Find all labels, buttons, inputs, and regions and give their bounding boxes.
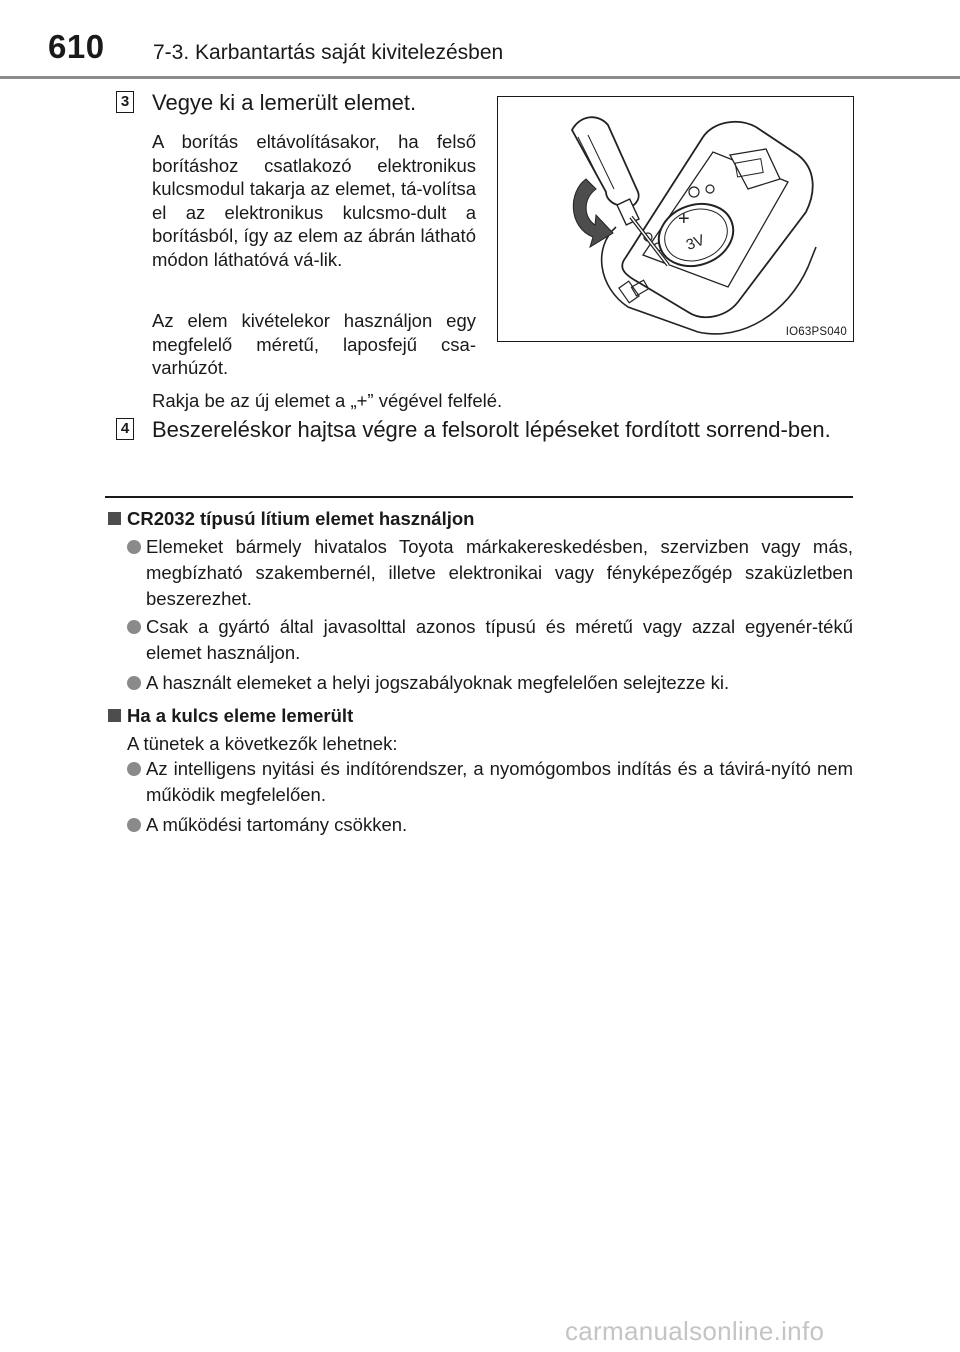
page-number: 610 [48,28,105,65]
step-3-paragraph-1: A borítás eltávolításakor, ha felső borításhoz csatlakozó elektronikus kulcsmodul takarja az elemet, tá-volítsa el az elektronikus kulcsmo-dult a borításból, így az elem az ábrán látható módon láthatóvá vá-lik. [152,131,476,270]
note-heading-battery-type [108,508,474,530]
section-divider [105,496,853,498]
note-heading-text: Ha a kulcs eleme lemerült [127,705,354,726]
bullet-dot-icon [127,540,141,554]
bullet-dot-icon [127,620,141,634]
page-header [0,0,960,80]
square-bullet-icon [108,709,121,722]
step-4-title: Beszereléskor hajtsa végre a felsorolt lépéseket fordított sorrend-ben. [152,417,831,442]
list-item-text: Elemeket bármely hivatalos Toyota márkakereskedésben, szervizben vagy más, megbízható szakembernél, illetve elektronikai vagy fényképezőgép szaküzletben beszerezhet. [146,536,853,609]
header-rule [0,76,960,79]
figure-code: IO63PS040 [785,326,847,338]
list-item [146,614,853,666]
bullet-dot-icon [127,676,141,690]
list-item [146,756,853,808]
watermark-logo: carmanualsonline.info [565,1316,825,1346]
key-illustration [498,97,853,341]
square-bullet-icon [108,512,121,525]
note-heading-battery-depleted [108,705,353,727]
list-item [146,670,853,696]
step-4-badge: 4 [116,418,134,440]
note-heading-text: CR2032 típusú lítium elemet használjon [127,508,475,529]
step-3-paragraph-2: Az elem kivételekor használjon egy megfelelő méretű, laposfejű csa-varhúzót. [152,310,476,378]
step-3-paragraph-3: Rakja be az új elemet a „+” végével felfelé. [152,390,503,411]
list-item [146,534,853,612]
list-item-text: A használt elemeket a helyi jogszabályoknak megfelelően selejtezze ki. [146,672,730,693]
section-title: 7-3. Karbantartás saját kivitelezésben [153,41,504,64]
note-intro: A tünetek a következők lehetnek: [127,733,398,754]
step-3-badge: 3 [116,91,134,113]
list-item-text: A működési tartomány csökken. [146,814,408,835]
battery-removal-figure [497,96,854,342]
battery-plus-label: + [678,208,690,230]
battery-voltage-label: 3V [683,231,707,254]
list-item-text: Csak a gyártó által javasolttal azonos típusú és méretű vagy azzal egyenér-tékű elemet használjon. [146,616,853,663]
bullet-dot-icon [127,762,141,776]
list-item-text: Az intelligens nyitási és indítórendszer, a nyomógombos indítás és a távirá-nyító nem működik megfelelően. [146,758,853,805]
step-3-title: Vegye ki a lemerült elemet. [152,90,417,115]
list-item [146,812,853,838]
bullet-dot-icon [127,818,141,832]
